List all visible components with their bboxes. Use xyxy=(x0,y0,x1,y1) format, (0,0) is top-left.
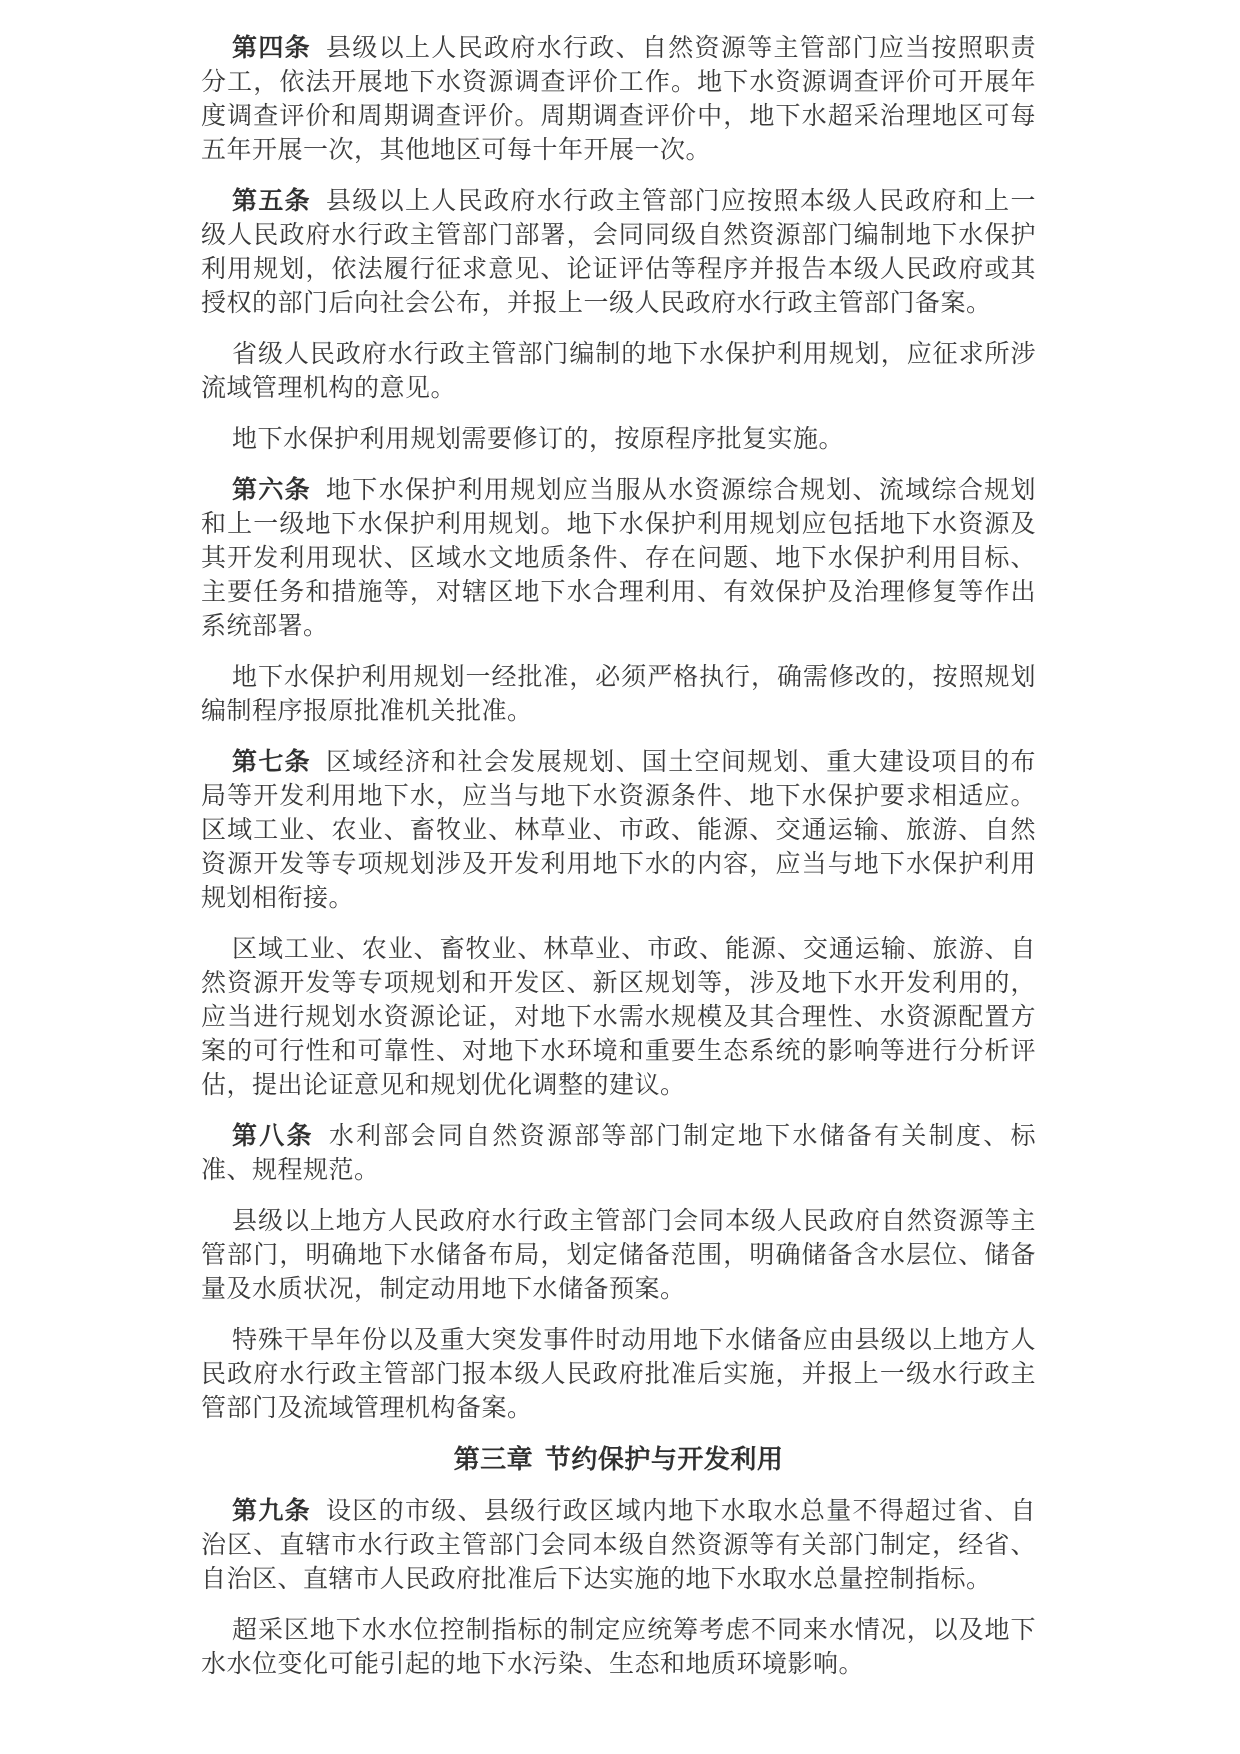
article-5-subparagraph-provincial-plan xyxy=(201,338,1036,406)
paragraph-text: 地下水保护利用规划需要修订的，按原程序批复实施。 xyxy=(232,426,845,453)
article-8-subparagraph-reserve-layout xyxy=(201,1205,1036,1307)
article-5-paragraph xyxy=(201,185,1036,321)
article-8-paragraph xyxy=(201,1120,1036,1188)
article-4-paragraph xyxy=(201,32,1036,168)
article-8-subparagraph-drought-use xyxy=(201,1324,1036,1426)
article-5-text: 县级以上人民政府水行政主管部门应按照本级人民政府和上一级人民政府水行政主管部门部署，会同同级自然资源部门编制地下水保护利用规划，依法履行征求意见、论证评估等程序并报告本级人民政府或其授权的部门后向社会公布，并报上一级人民政府水行政主管部门备案。 xyxy=(201,188,1036,317)
article-4-number: 第四条 xyxy=(232,35,311,62)
article-9-number: 第九条 xyxy=(232,1498,311,1525)
paragraph-text: 超采区地下水水位控制指标的制定应统筹考虑不同来水情况，以及地下水水位变化可能引起的地下水污染、生态和地质环境影响。 xyxy=(201,1617,1036,1678)
chapter-3-heading xyxy=(201,1443,1036,1477)
article-7-number: 第七条 xyxy=(232,749,311,776)
paragraph-text: 特殊干旱年份以及重大突发事件时动用地下水储备应由县级以上地方人民政府水行政主管部门报本级人民政府批准后实施，并报上一级水行政主管部门及流域管理机构备案。 xyxy=(201,1327,1036,1422)
article-6-subparagraph-plan-approval xyxy=(201,661,1036,729)
article-4-text: 县级以上人民政府水行政、自然资源等主管部门应当按照职责分工，依法开展地下水资源调查评价工作。地下水资源调查评价可开展年度调查评价和周期调查评价。周期调查评价中，地下水超采治理地区可每五年开展一次，其他地区可每十年开展一次。 xyxy=(201,35,1036,164)
paragraph-text: 地下水保护利用规划一经批准，必须严格执行，确需修改的，按照规划编制程序报原批准机关批准。 xyxy=(201,664,1036,725)
article-5-subparagraph-plan-revision xyxy=(201,423,1036,457)
chapter-3-number: 第三章 xyxy=(453,1445,534,1474)
article-7-subparagraph-planning-verification xyxy=(201,933,1036,1103)
chapter-3-title: 节约保护与开发利用 xyxy=(544,1445,784,1474)
paragraph-text: 省级人民政府水行政主管部门编制的地下水保护利用规划，应征求所涉流域管理机构的意见。 xyxy=(201,341,1036,402)
article-9-subparagraph-overdraft-control xyxy=(201,1614,1036,1682)
article-7-paragraph xyxy=(201,746,1036,916)
article-9-paragraph xyxy=(201,1495,1036,1597)
article-6-paragraph xyxy=(201,474,1036,644)
article-6-number: 第六条 xyxy=(232,477,311,504)
paragraph-text: 区域工业、农业、畜牧业、林草业、市政、能源、交通运输、旅游、自然资源开发等专项规划和开发区、新区规划等，涉及地下水开发利用的，应当进行规划水资源论证，对地下水需水规模及其合理性、水资源配置方案的可行性和可靠性、对地下水环境和重要生态系统的影响等进行分析评估，提出论证意见和规划优化调整的建议。 xyxy=(201,936,1036,1099)
article-9-text: 设区的市级、县级行政区域内地下水取水总量不得超过省、自治区、直辖市水行政主管部门会同本级自然资源等有关部门制定，经省、自治区、直辖市人民政府批准后下达实施的地下水取水总量控制指标。 xyxy=(201,1498,1036,1593)
article-7-text: 区域经济和社会发展规划、国土空间规划、重大建设项目的布局等开发利用地下水，应当与地下水资源条件、地下水保护要求相适应。区域工业、农业、畜牧业、林草业、市政、能源、交通运输、旅游、自然资源开发等专项规划涉及开发利用地下水的内容，应当与地下水保护利用规划相衔接。 xyxy=(201,749,1036,912)
article-6-text: 地下水保护利用规划应当服从水资源综合规划、流域综合规划和上一级地下水保护利用规划。地下水保护利用规划应包括地下水资源及其开发利用现状、区域水文地质条件、存在问题、地下水保护利用目标、主要任务和措施等，对辖区地下水合理利用、有效保护及治理修复等作出系统部署。 xyxy=(201,477,1036,640)
paragraph-text: 县级以上地方人民政府水行政主管部门会同本级人民政府自然资源等主管部门，明确地下水储备布局，划定储备范围，明确储备含水层位、储备量及水质状况，制定动用地下水储备预案。 xyxy=(201,1208,1036,1303)
article-8-number: 第八条 xyxy=(232,1123,314,1150)
article-8-text: 水利部会同自然资源部等部门制定地下水储备有关制度、标准、规程规范。 xyxy=(201,1123,1036,1184)
article-5-number: 第五条 xyxy=(232,188,311,215)
